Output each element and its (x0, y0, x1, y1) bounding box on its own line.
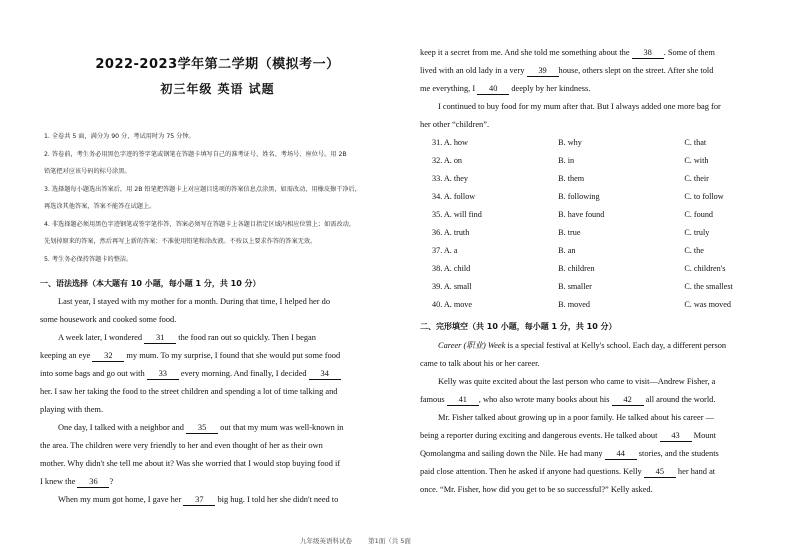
passage-line: Career (职业) Week is a special festival at Kelly's school. Each day, a different person (438, 341, 727, 350)
blank-45[interactable]: 45 (644, 467, 676, 478)
blank-31[interactable]: 31 (144, 333, 176, 344)
option-a[interactable]: 37. A. a (432, 246, 458, 255)
option-a[interactable]: 31. A. how (432, 138, 468, 147)
option-row (432, 134, 762, 152)
passage-line: lived with an old lady in a very 39 house, others slept on the street. After she told (420, 66, 714, 75)
page-footer (300, 536, 425, 545)
option-b[interactable]: B. an (558, 246, 576, 255)
passage-line: Last year, I stayed with my mother for a month. During that time, I helped her do (58, 297, 331, 306)
passage-line: into some bags and go out with 33 every morning. And finally, I decided 34 (40, 365, 395, 383)
option-a[interactable]: 32. A. on (432, 156, 463, 165)
option-a[interactable]: 35. A. will find (432, 210, 482, 219)
option-c[interactable]: C. that (684, 138, 707, 147)
passage-line: mother. Why didn't she tell me about it? Was she worried that I would stop buying food if (40, 459, 341, 468)
instruction-line: 2. 答卷前，考生务必用黑色字迹的签字笔或钢笔在答题卡填写自己的准考证号、姓名、考场号、座位号。用 2B (44, 150, 347, 158)
option-a[interactable]: 39. A. small (432, 282, 472, 291)
section-cloze (420, 321, 760, 499)
section-grammar (40, 278, 395, 509)
blank-36[interactable]: 36 (77, 477, 109, 488)
options-table (432, 134, 762, 314)
instruction-line: 铅笔把对应该号码的标号涂黑。 (44, 168, 131, 175)
passage-line: came to talk about his or her career. (420, 359, 540, 368)
passage-line: I knew the 36 ? (40, 477, 114, 486)
blank-42[interactable]: 42 (612, 395, 644, 406)
option-b[interactable]: B. why (558, 138, 582, 147)
passage-line: famous 41 , who also wrote many books about his 42 all around the world. (420, 395, 716, 404)
passage-line: once. “Mr. Fisher, how did you get to be so successful?” Kelly asked. (420, 485, 653, 494)
option-c[interactable]: C. the (684, 246, 704, 255)
footer-subject: 九年级英语科试卷 (300, 537, 352, 545)
footer-page-number: 第1面（共 5面 (368, 537, 411, 545)
option-row (432, 152, 762, 170)
option-a[interactable]: 33. A. they (432, 174, 468, 183)
option-c[interactable]: C. the smallest (684, 282, 733, 291)
passage-line: Qomolangma and sailing down the Nile. He had many 44 stories, and the students (420, 449, 719, 458)
option-a[interactable]: 36. A. truth (432, 228, 470, 237)
blank-33[interactable]: 33 (147, 369, 179, 380)
instruction-line: 先划掉原来的答案，然后再写上新的答案；不准使用铅笔和涂改液。不按以上要求作答的答案无效。 (44, 238, 317, 245)
passage-line: Mr. Fisher talked about growing up in a poor family. He talked about his career — (438, 413, 714, 422)
option-row (432, 206, 762, 224)
passage-line: When my mum got home, I gave her 37 big hug. I told her she didn't need to (58, 495, 339, 504)
option-c[interactable]: C. was moved (684, 300, 731, 309)
grammar-passage (40, 293, 395, 509)
option-c[interactable]: C. with (684, 156, 709, 165)
option-row (432, 188, 762, 206)
option-row (432, 278, 762, 296)
instruction-line: 3. 选择题每小题选出答案后，用 2B 铅笔把答题卡上对应题目选项的答案信息点涂黑，如需改动，用橡皮擦干净后， (44, 185, 361, 193)
passage-line: keeping an eye 32 my mum. To my surprise, I found that she would put some food (40, 351, 341, 360)
passage-line: Kelly was quite excited about the last person who came to visit—Andrew Fisher, a (438, 377, 716, 386)
blank-44[interactable]: 44 (605, 449, 637, 460)
passage-line: paid close attention. Then he asked if anyone had questions. Kelly 45 her hand at (420, 467, 716, 476)
option-row (432, 296, 762, 314)
blank-34[interactable]: 34 (309, 369, 341, 380)
section-heading: 一、语法选择（本大题有 10 小题，每小题 1 分，共 10 分） (40, 279, 261, 288)
option-row (432, 170, 762, 188)
instruction-line: 5. 考生务必保持答题卡的整洁。 (44, 255, 133, 263)
blank-35[interactable]: 35 (186, 423, 218, 434)
passage-line: I continued to buy food for my mum after that. But I always added one more bag for (438, 102, 721, 111)
option-b[interactable]: B. following (558, 192, 600, 201)
option-a[interactable]: 40. A. move (432, 300, 473, 309)
option-c[interactable]: C. to follow (684, 192, 724, 201)
exam-title: 2022-2023学年第二学期（模拟考一） (95, 57, 340, 72)
option-c[interactable]: C. truly (684, 228, 710, 237)
instruction-line: 4. 非选择题必须用黑色字迹钢笔或签字笔作答，答案必须写在答题卡上各题目指定区域内相应位置上；如需改动， (44, 220, 356, 228)
instruction-line: 1. 全卷共 5 面，满分为 90 分，考试用时为 75 分钟。 (44, 133, 195, 140)
option-b[interactable]: B. smaller (558, 282, 592, 291)
passage-line: me everything, I 40 deeply by her kindness. (420, 84, 591, 93)
passage-line: One day, I talked with a neighbor and 35 out that my mum was well-known in (58, 423, 344, 432)
blank-39[interactable]: 39 (527, 66, 559, 77)
option-row (432, 242, 762, 260)
option-c[interactable]: C. children's (684, 264, 726, 273)
blank-32[interactable]: 32 (92, 351, 124, 362)
blank-37[interactable]: 37 (183, 495, 215, 506)
option-b[interactable]: B. true (558, 228, 581, 237)
passage-line: keep it a secret from me. And she told me something about the 38 . Some of them (420, 48, 715, 57)
option-b[interactable]: B. them (558, 174, 585, 183)
option-row (432, 224, 762, 242)
option-a[interactable]: 38. A. child (432, 264, 471, 273)
option-b[interactable]: B. moved (558, 300, 591, 309)
blank-40[interactable]: 40 (477, 84, 509, 95)
option-b[interactable]: B. have found (558, 210, 605, 219)
blank-38[interactable]: 38 (632, 48, 664, 59)
instruction-line: 再选涂其他答案，答案不能答在试题上。 (44, 203, 156, 210)
passage-continuation (420, 44, 760, 134)
passage-line: some housework and cooked some food. (40, 315, 177, 324)
blank-43[interactable]: 43 (660, 431, 692, 442)
option-c[interactable]: C. their (684, 174, 709, 183)
option-b[interactable]: B. in (558, 156, 575, 165)
section-heading: 二、完形填空（共 10 小题，每小题 1 分，共 10 分） (420, 322, 617, 331)
blank-41[interactable]: 41 (447, 395, 479, 406)
option-a[interactable]: 34. A. follow (432, 192, 476, 201)
passage-line: her. I saw her taking the food to the street children and spending a lot of time talking and (40, 387, 338, 396)
passage-line: her other “children”. (420, 120, 490, 129)
option-b[interactable]: B. children (558, 264, 595, 273)
instructions (44, 128, 389, 268)
option-row (432, 260, 762, 278)
passage-line: being a reporter during exciting and dangerous events. He talked about 43 Mount (420, 431, 716, 440)
option-c[interactable]: C. found (684, 210, 713, 219)
exam-subtitle: 初三年级 英语 试题 (160, 82, 275, 96)
passage-line: playing with them. (40, 405, 104, 414)
passage-line: A week later, I wondered 31 the food ran out so quickly. Then I began (58, 333, 316, 342)
passage-line: the area. The children were very friendly to her and even thought of her as their own (40, 441, 323, 450)
cloze-passage (420, 337, 760, 499)
